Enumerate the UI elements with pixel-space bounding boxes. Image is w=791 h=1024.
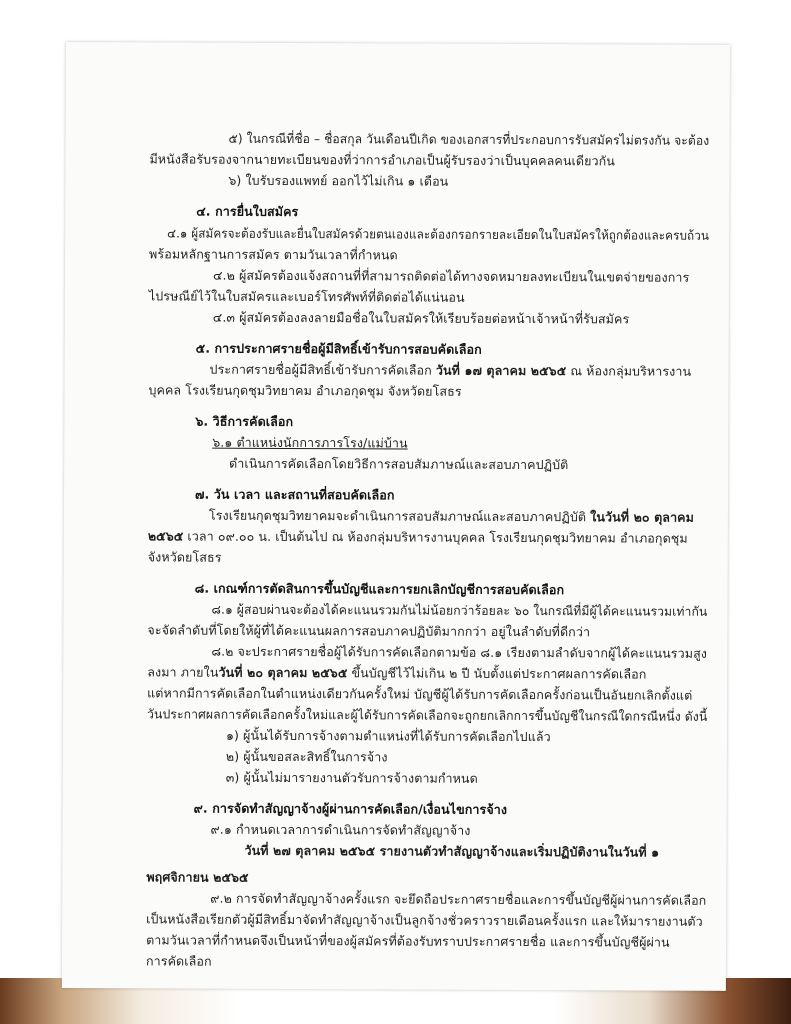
text-line: ไปรษณีย์ไว้ในใบสมัครและเบอร์โทรศัพท์ที่ติดต่อได้แน่นอน	[148, 288, 465, 305]
text-line: ตามวันเวลาที่กำหนดจึงเป็นหน้าที่ของผู้สมัครที่ต้องรับทราบประกาศรายชื่อ และการขึ้นบัญชีผู้ผ่าน	[146, 932, 670, 950]
text-line: ๙.๑ กำหนดเวลาการดำเนินการจัดทำสัญญาจ้าง	[210, 821, 471, 838]
section-heading: ๕. การประกาศรายชื่อผู้มีสิทธิ์เข้ารับการสอบคัดเลือก	[195, 340, 482, 357]
text-line: พฤศจิกายน ๒๕๖๕	[146, 869, 249, 885]
text-line: เป็นหนังสือเรียกตัวผู้มีสิทธิ์มาจัดทำสัญญาจ้างเป็นลูกจ้างชั่วคราวรายเดือนครั้งแรก และให้มารายงานตัว	[146, 911, 703, 929]
section-heading: ๘. เกณฑ์การตัดสินการขึ้นบัญชีและการยกเลิกบัญชีการสอบคัดเลือก	[194, 580, 565, 598]
text-segment: ลงมา ภายใน	[147, 664, 219, 680]
text-line: ๔.๓ ผู้สมัครต้องลงลายมือชื่อในใบสมัครให้เรียบร้อยต่อหน้าเจ้าหน้าที่รับสมัคร	[212, 309, 630, 327]
text-line	[147, 664, 646, 682]
text-line: พร้อมหลักฐานการสมัคร ตามวันเวลาที่กำหนด	[149, 246, 398, 263]
subsection-heading: ๖.๑ ตำแหน่งนักการภารโรง/แม่บ้าน	[212, 434, 408, 451]
section-heading: ๖. วิธีการคัดเลือก	[195, 413, 294, 429]
text-line: บุคคล โรงเรียนกุดชุมวิทยาคม อำเภอกุดชุม จังหวัดยโสธร	[148, 382, 462, 399]
text-line: มีหนังสือรับรองจากนายทะเบียนของที่ว่าการอำเภอเป็นผู้รับรองว่าเป็นบุคคลคนเดียวกัน	[149, 151, 615, 169]
text-line: การคัดเลือก	[145, 953, 212, 969]
text-line: วันที่ ๒๗ ตุลาคม ๒๕๖๕ รายงานตัวทำสัญญาจ้างและเริ่มปฏิบัติงานในวันที่ ๑	[244, 842, 660, 860]
text-segment: ณ ห้องกลุ่มบริหารงาน	[566, 363, 692, 379]
text-line: ๕) ในกรณีที่ชื่อ – ชื่อสกุล วันเดือนปีเกิด ของเอกสารที่ประกอบการรับสมัครไม่ตรงกัน จะต้อง	[228, 130, 710, 148]
list-item: ๑) ผู้นั้นได้รับการจ้างตามตำแหน่งที่ได้รับการคัดเลือกไปแล้ว	[225, 727, 551, 745]
text-segment: เวลา ๐๙.๐๐ น. เป็นต้นไป ณ ห้องกลุ่มบริหารงานบุคคล โรงเรียนกุดชุมวิทยาคม อำเภอกุดชุม	[183, 528, 688, 546]
section-heading: ๔. การยื่นใบสมัคร	[196, 203, 299, 220]
text-line	[210, 362, 692, 380]
text-line: ๙.๒ การจัดทำสัญญาจ้างครั้งแรก จะยึดถือประกาศรายชื่อและการขึ้นบัญชีผู้ผ่านการคัดเลือก	[210, 890, 707, 908]
list-item: ๒) ผู้นั้นขอสละสิทธิ์ในการจ้าง	[225, 748, 388, 765]
text-line: แต่หากมีการคัดเลือกในตำแหน่งเดียวกันครั้งใหม่ บัญชีผู้ได้รับการคัดเลือกครั้งก่อนเป็นอันยกเลิกตั้งแต่	[147, 685, 693, 703]
text-line: ๔.๒ ผู้สมัครต้องแจ้งสถานที่ที่สามารถติดต่อได้ทางจดหมายลงทะเบียนในเขตจ่ายของการ	[212, 267, 690, 285]
date-text: ในวันที่ ๒๐ ตุลาคม	[590, 509, 695, 525]
document-page	[62, 42, 730, 991]
text-line: ๔.๑ ผู้สมัครจะต้องรับและยื่นใบสมัครด้วยตนเองและต้องกรอกรายละเอียดในใบสมัครให้ถูกต้องและครบถ้วน	[167, 225, 710, 243]
text-line: จังหวัดยโสธร	[147, 549, 222, 565]
date-text: วันที่ ๑๗ ตุลาคม ๒๕๖๕	[435, 362, 567, 379]
text-segment: ประกาศรายชื่อผู้มีสิทธิ์เข้ารับการคัดเลือก	[209, 361, 436, 378]
text-line	[148, 528, 688, 546]
text-segment: ขึ้นบัญชีไว้ไม่เกิน ๒ ปี นับตั้งแต่ประกาศผลการคัดเลือก	[347, 665, 647, 682]
text-line: ๖) ใบรับรองแพทย์ ออกไว้ไม่เกิน ๑ เดือน	[228, 172, 449, 189]
date-text: วันที่ ๒๐ ตุลาคม ๒๕๖๕	[218, 664, 348, 681]
text-line	[209, 508, 694, 526]
text-segment: โรงเรียนกุดชุมวิทยาคมจะดำเนินการสอบสัมภาษณ์และสอบภาคปฏิบัติ	[208, 507, 591, 525]
section-heading: ๙. การจัดทำสัญญาจ้างผู้ผ่านการคัดเลือก/เงื่อนไขการจ้าง	[193, 800, 508, 817]
text-line: ดำเนินการคัดเลือกโดยวิธีการสอบสัมภาษณ์และสอบภาคปฏิบัติ	[229, 455, 569, 473]
text-line: วันประกาศผลการคัดเลือกครั้งใหม่และผู้ได้รับการคัดเลือกจะถูกยกเลิกการขึ้นบัญชีในกรณีใดกรณีหนึ่ง ดังนี้	[147, 706, 708, 724]
text-line: จะจัดลำดับที่โดยให้ผู้ที่ได้คะแนนผลการสอบภาคปฏิบัติมากกว่า อยู่ในลำดับที่ดีกว่า	[147, 622, 591, 640]
section-heading: ๗. วัน เวลา และสถานที่สอบคัดเลือก	[194, 486, 395, 503]
date-text: ๒๕๖๕	[147, 528, 184, 544]
text-line: ๘.๑ ผู้สอบผ่านจะต้องได้คะแนนรวมกันไม่น้อยกว่าร้อยละ ๖๐ ในกรณีที่มีผู้ได้คะแนนรวมเท่ากัน	[211, 601, 708, 619]
list-item: ๓) ผู้นั้นไม่มารายงานตัวรับการจ้างตามกำหนด	[225, 769, 478, 786]
text-line: ๘.๒ จะประกาศรายชื่อผู้ได้รับการคัดเลือกตามข้อ ๘.๑ เรียงตามลำดับจากผู้ได้คะแนนรวมสูง	[211, 643, 708, 661]
